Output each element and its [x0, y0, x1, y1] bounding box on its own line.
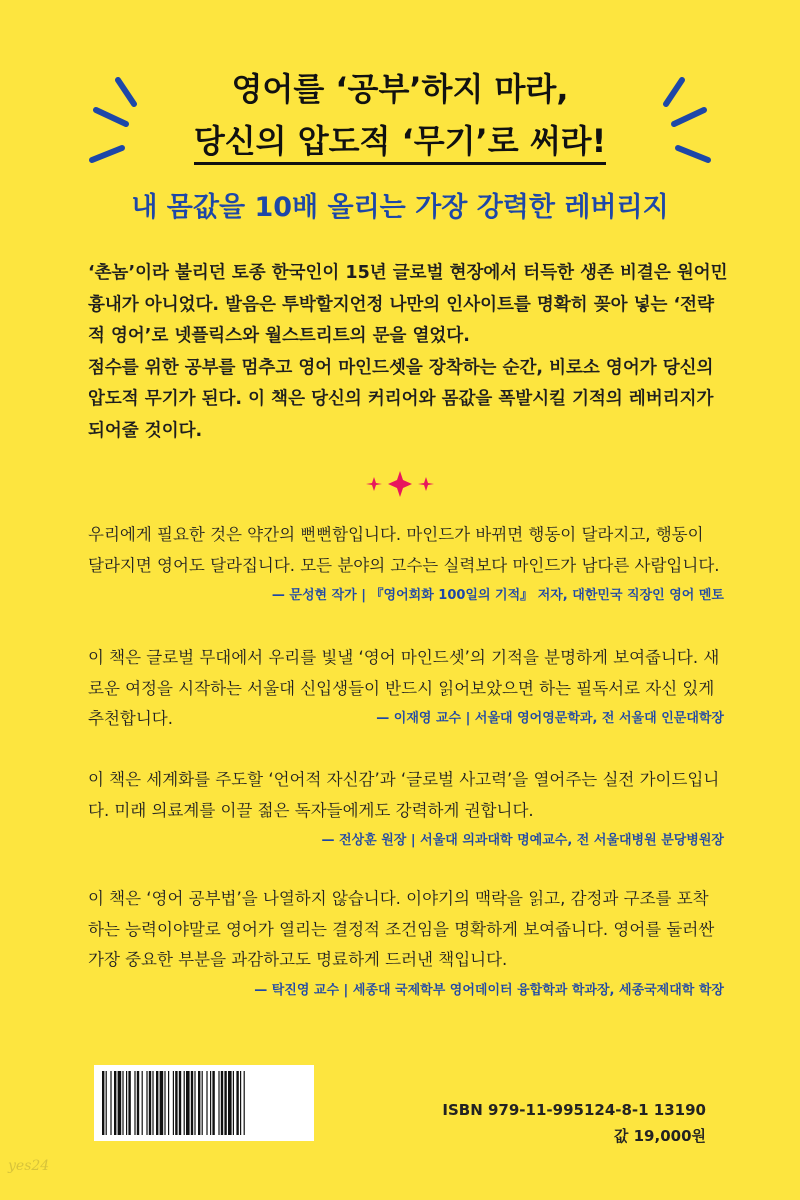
intro-paragraph-1: ‘촌놈’이라 불리던 토종 한국인이 15년 글로벌 현장에서 터득한 생존 비결은 원어민 흉내가 아니었다. 발음은 투박할지언정 나만의 인사이트를 명확히 꽂아 넣는 ‘전략적 영어’로 넷플릭스와 월스트리트의 문을 열었다.	[88, 263, 728, 346]
quote-body: 이 책은 글로벌 무대에서 우리를 빛낼 ‘영어 마인드셋’의 기적을 분명하게 보여줍니다. 새로운 여정을 시작하는 서울대 신입생들이 반드시 읽어보았으면 하는 필독서로 자신 있게 추천합니다.	[88, 648, 720, 728]
barcode-bar	[221, 1071, 223, 1135]
endorsement-quote	[88, 884, 724, 1004]
quote-citation: — 탁진영 교수 | 세종대 국제학부 영어데이터 융합학과 학과장, 세종국제대학 학장	[254, 982, 724, 998]
quote-citation: — 이재영 교수 | 서울대 영어영문학과, 전 서울대 인문대학장	[376, 711, 724, 726]
barcode-bar	[137, 1071, 139, 1135]
endorsement-quote	[88, 765, 724, 854]
barcode-bars	[102, 1071, 306, 1135]
barcode-bar	[175, 1071, 177, 1135]
barcode-bar	[236, 1071, 238, 1135]
barcode-bar	[244, 1071, 245, 1135]
isbn: ISBN 979-11-995124-8-1 13190	[442, 1101, 706, 1119]
barcode-bar	[206, 1071, 207, 1135]
barcode-bar	[164, 1071, 165, 1135]
endorsement-quote	[88, 520, 724, 612]
barcode-bar	[128, 1071, 130, 1135]
barcode-bar	[179, 1071, 181, 1135]
quote-text	[88, 520, 724, 603]
price: 값 19,000원	[613, 1127, 706, 1145]
quote-body: 우리에게 필요한 것은 약간의 뻔뻔함입니다. 마인드가 바뀌면 행동이 달라지고, 행동이 달라지면 영어도 달라집니다. 모든 분야의 고수는 실력보다 마인드가 남다른 사람입니다.	[88, 525, 720, 575]
endorsement-quote	[88, 643, 724, 735]
barcode-bar	[240, 1071, 241, 1135]
quote-citation: — 문성현 작가 | 『영어회화 100일의 기적』 저자, 대한민국 직장인 영어 멘토	[271, 588, 724, 603]
barcode-bar	[198, 1071, 200, 1135]
barcode-bar	[202, 1071, 203, 1135]
watermark: yes24	[8, 1158, 50, 1174]
sparkles-icon	[364, 469, 436, 499]
barcode-bar	[146, 1071, 147, 1135]
barcode-bar	[122, 1071, 123, 1135]
barcode-bar	[110, 1071, 111, 1135]
barcode-bar	[156, 1071, 158, 1135]
quote-text: 이 책은 ‘영어 공부법’을 나열하지 않습니다. 이야기의 맥락을 읽고, 감정과 구조를 포착하는 능력이야말로 영어가 열리는 결정적 조건임을 명확하게 보여줍니다. 영어를 둘러싼 가장 중요한 부분을 과감하고도 명료하게 드러낸 책입니다.	[88, 889, 715, 969]
headline-line-1: 영어를 ‘공부’하지 마라,	[231, 70, 569, 108]
barcode-bar	[233, 1071, 234, 1135]
intro-text	[88, 258, 728, 447]
barcode-bar	[210, 1071, 211, 1135]
barcode-bar	[149, 1071, 151, 1135]
quote-citation: — 전상훈 원장 | 서울대 의과대학 명예교수, 전 서울대병원 분당병원장	[321, 833, 724, 848]
barcode-bar	[191, 1071, 193, 1135]
barcode-bar	[212, 1071, 214, 1135]
barcode	[94, 1065, 314, 1141]
barcode-bar	[218, 1071, 219, 1135]
barcode-bar	[134, 1071, 135, 1135]
barcode-bar	[118, 1071, 122, 1135]
barcode-bar	[224, 1071, 226, 1135]
subtitle: 내 몸값을 10배 올리는 가장 강력한 레버리지	[131, 192, 669, 223]
intro-paragraph-2: 점수를 위한 공부를 멈추고 영어 마인드셋을 장착하는 순간, 비로소 영어가 당신의 압도적 무기가 된다. 이 책은 당신의 커리어와 몸값을 폭발시킬 기적의 레버리지가 되어줄 것이다.	[88, 357, 714, 441]
barcode-bar	[160, 1071, 164, 1135]
barcode-bar	[173, 1071, 174, 1135]
headline-line-2-text: 당신의 압도적 ‘무기’로 써라!	[194, 122, 606, 165]
barcode-bar	[228, 1071, 232, 1135]
barcode-bar	[102, 1071, 104, 1135]
barcode-bar	[106, 1071, 107, 1135]
barcode-bar	[194, 1071, 195, 1135]
quote-text: 이 책은 세계화를 주도할 ‘언어적 자신감’과 ‘글로벌 사고력’을 열어주는 실전 가이드입니다. 미래 의료계를 이끌 젊은 독자들에게도 강력하게 권합니다.	[88, 770, 720, 820]
quote-text	[88, 643, 724, 735]
headline-line-2	[0, 118, 800, 164]
barcode-bar	[126, 1071, 127, 1135]
barcode-bar	[152, 1071, 153, 1135]
barcode-bar	[114, 1071, 116, 1135]
barcode-bar	[184, 1071, 185, 1135]
barcode-bar	[186, 1071, 190, 1135]
barcode-bar	[168, 1071, 169, 1135]
barcode-bar	[142, 1071, 143, 1135]
